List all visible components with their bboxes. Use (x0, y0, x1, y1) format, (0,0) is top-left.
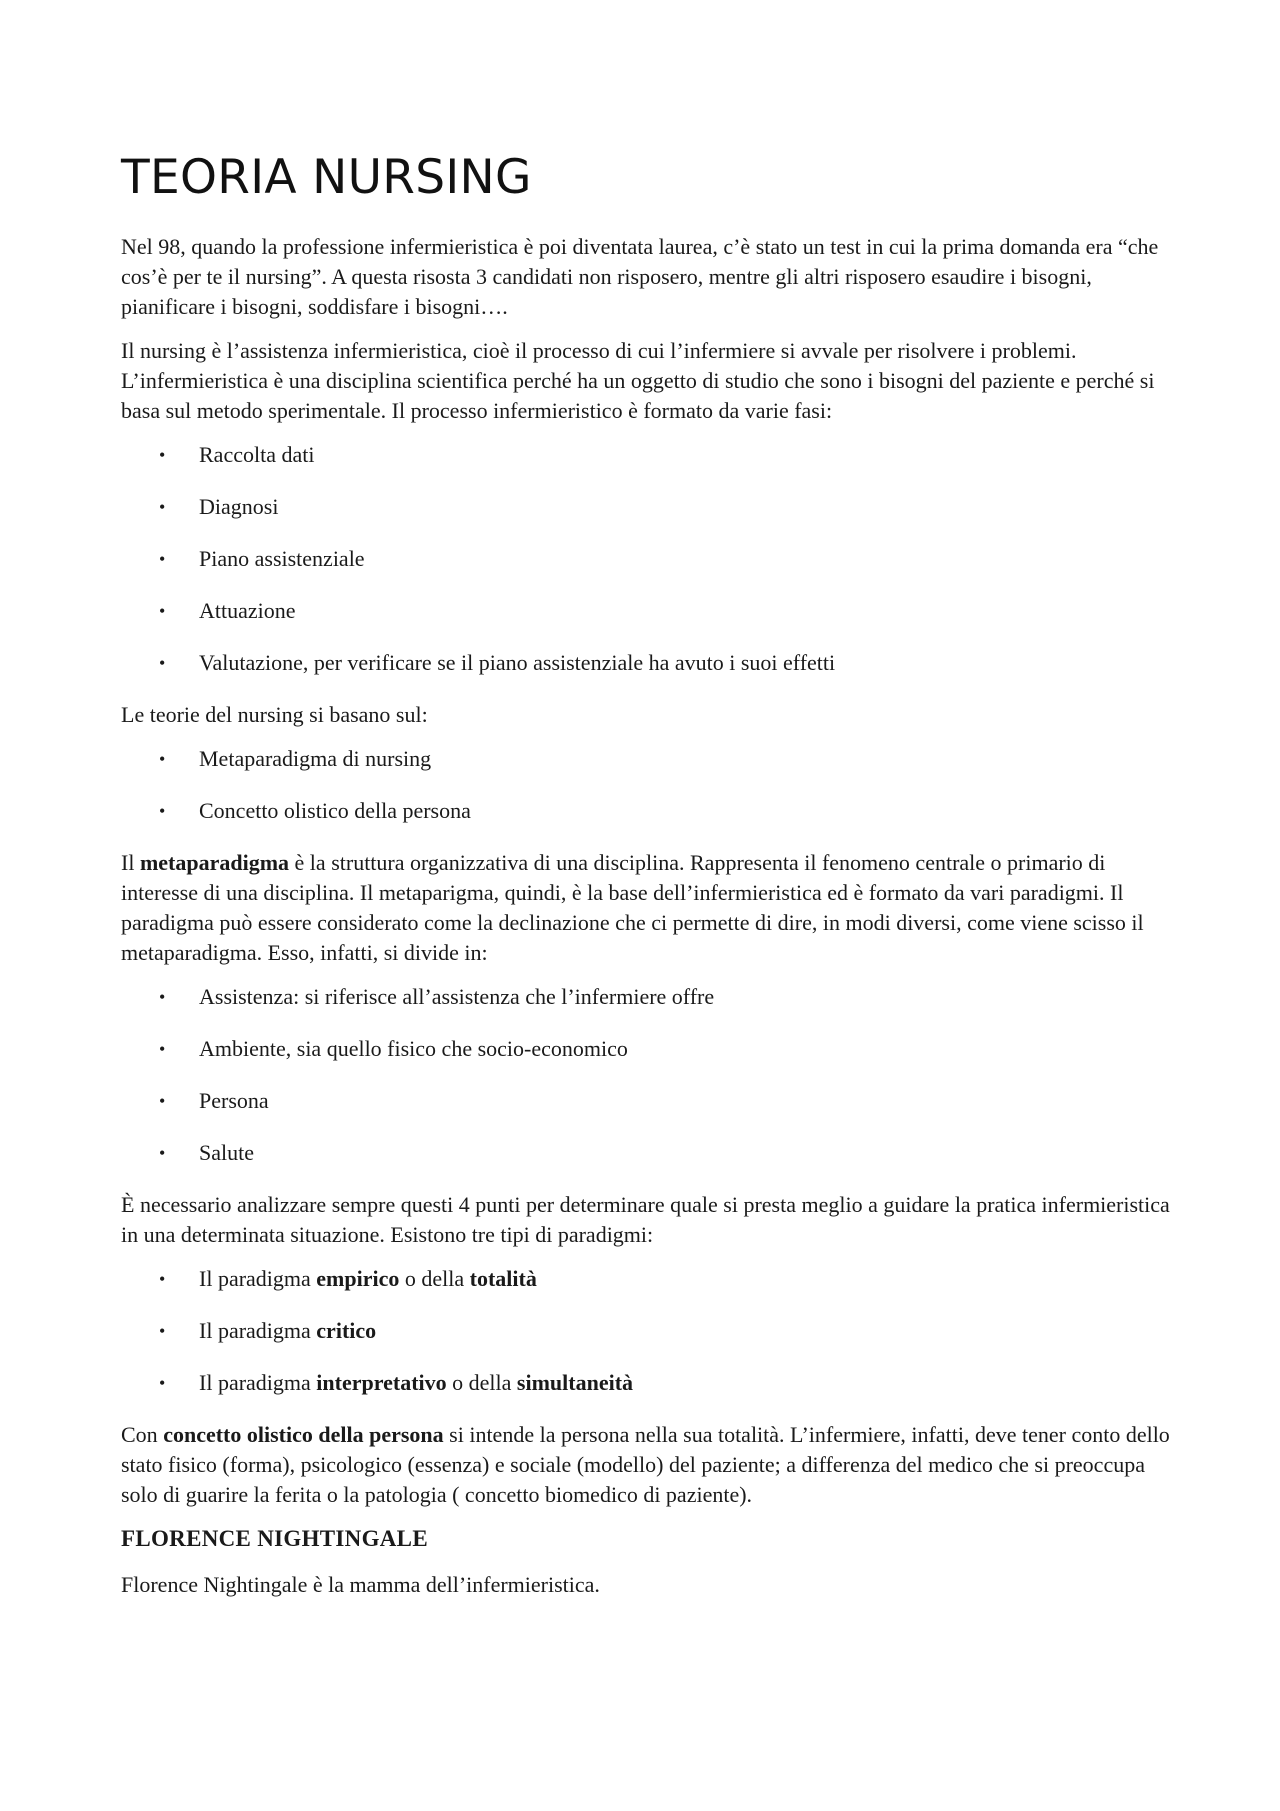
bullet-icon: • (159, 497, 166, 517)
bullet-icon: • (159, 1039, 166, 1059)
holistic-concept-paragraph: Con concetto olistico della persona si intende la persona nella sua totalità. L’infermiere, infatti, deve tener conto dello stato fisico (forma), psicologico (essenza) e sociale (modello) del paziente; a differenza del medico che si preoccupa solo di guarire la ferita o la patologia ( concetto biomedico di paziente). (121, 1422, 1170, 1507)
bullet-icon: • (159, 601, 166, 621)
bullet-icon: • (159, 1269, 166, 1289)
bullet-icon: • (159, 1373, 166, 1393)
bullet-icon: • (159, 987, 166, 1007)
list-item: • Piano assistenziale (121, 544, 1171, 574)
list-item: • Concetto olistico della persona (121, 796, 1171, 826)
list-item: • Raccolta dati (121, 440, 1171, 470)
document-body (121, 150, 1171, 1614)
list-item: • Ambiente, sia quello fisico che socio-economico (121, 1034, 1171, 1064)
bullet-icon: • (159, 549, 166, 569)
bullet-icon: • (159, 1321, 166, 1341)
theories-paragraph: Le teorie del nursing si basano sul: (121, 702, 428, 727)
theory-bases-list (121, 744, 1171, 826)
list-item: • Assistenza: si riferisce all’assistenza che l’infermiere offre (121, 982, 1171, 1012)
metaparadigm-paragraph: Il metaparadigma è la struttura organizzativa di una disciplina. Rappresenta il fenomeno centrale o primario di interesse di una disciplina. Il metaparigma, quindi, è la base dell’infermieristica ed è formato da vari paradigmi. Il paradigma può essere considerato come la declinazione che ci permette di dire, in modi diversi, come viene scisso il metaparadigma. Esso, infatti, si divide in: (121, 850, 1144, 965)
nightingale-paragraph: Florence Nightingale è la mamma dell’infermieristica. (121, 1572, 600, 1597)
list-item: • Il paradigma critico (121, 1316, 1171, 1346)
list-item: • Valutazione, per verificare se il piano assistenziale ha avuto i suoi effetti (121, 648, 1171, 678)
bullet-icon: • (159, 1091, 166, 1111)
process-phases-list (121, 440, 1171, 678)
section-heading: FLORENCE NIGHTINGALE (121, 1526, 428, 1551)
metaparadigm-components-list (121, 982, 1171, 1168)
bullet-icon: • (159, 801, 166, 821)
nursing-definition-paragraph: Il nursing è l’assistenza infermieristica, cioè il processo di cui l’infermiere si avvale per risolvere i problemi. L’infermieristica è una disciplina scientifica perché ha un oggetto di studio che sono i bisogni del paziente e perché si basa sul metodo sperimentale. Il processo infermieristico è formato da varie fasi: (121, 338, 1155, 423)
document-title: TEORIA NURSING (121, 150, 532, 205)
list-item: • Metaparadigma di nursing (121, 744, 1171, 774)
list-item: • Persona (121, 1086, 1171, 1116)
paradigm-types-list (121, 1264, 1171, 1398)
metaparadigm-term: metaparadigma (139, 850, 290, 875)
bullet-icon: • (159, 1143, 166, 1163)
list-item: • Salute (121, 1138, 1171, 1168)
bullet-icon: • (159, 749, 166, 769)
list-item: • Attuazione (121, 596, 1171, 626)
list-item: • Diagnosi (121, 492, 1171, 522)
list-item: • Il paradigma interpretativo o della simultaneità (121, 1368, 1171, 1398)
bullet-icon: • (159, 445, 166, 465)
paradigms-intro-paragraph: È necessario analizzare sempre questi 4 punti per determinare quale si presta meglio a guidare la pratica infermieristica in una determinata situazione. Esistono tre tipi di paradigmi: (121, 1192, 1170, 1247)
list-item: • Il paradigma empirico o della totalità (121, 1264, 1171, 1294)
bullet-icon: • (159, 653, 166, 673)
intro-paragraph: Nel 98, quando la professione infermieristica è poi diventata laurea, c’è stato un test in cui la prima domanda era “che cos’è per te il nursing”. A questa risosta 3 candidati non risposero, mentre gli altri risposero esaudire i bisogni, pianificare i bisogni, soddisfare i bisogni…. (121, 234, 1159, 319)
holistic-concept-term: concetto olistico della persona (163, 1422, 444, 1447)
